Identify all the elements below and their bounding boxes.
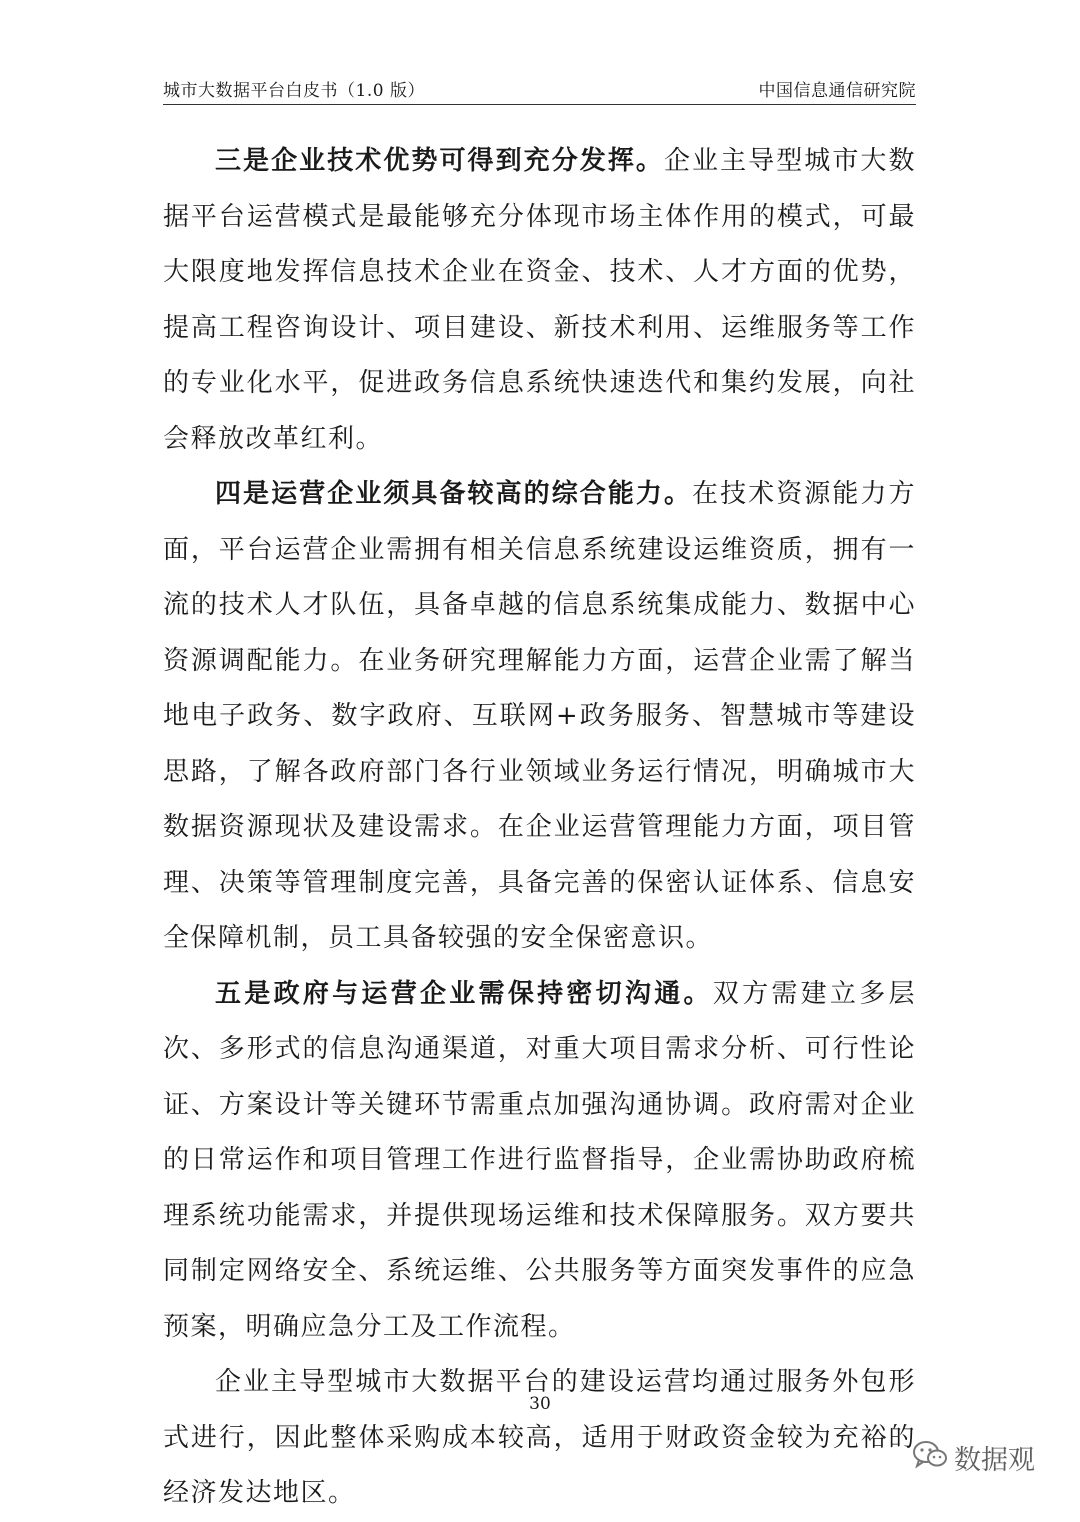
paragraph-lead: 四是运营企业须具备较高的综合能力。 [215, 479, 693, 509]
paragraph-lead: 三是企业技术优势可得到充分发挥。 [215, 146, 664, 176]
paragraph-5 [163, 967, 916, 1356]
paragraph-text: 企业主导型城市大数据平台运营模式是最能够充分体现市场主体作用的模式，可最大限度地发挥信息技术企业在资金、技术、人才方面的优势，提高工程咨询设计、项目建设、新技术利用、运维服务等工作的专业化水平，促进政务信息系统快速迭代和集约发展，向社会释放改革红利。 [163, 146, 916, 454]
wechat-icon [912, 1440, 948, 1474]
paragraph-summary [163, 1355, 916, 1522]
paragraph-lead: 五是政府与运营企业需保持密切沟通。 [215, 978, 713, 1009]
page-header [163, 74, 916, 105]
header-organization: 中国信息通信研究院 [758, 81, 916, 101]
paragraph-4 [163, 467, 916, 967]
page-number: 30 [529, 1394, 551, 1414]
paragraph-3 [163, 134, 916, 467]
watermark [912, 1437, 1035, 1477]
watermark-text: 数据观 [954, 1444, 1035, 1476]
paragraph-text: 在技术资源能力方面，平台运营企业需拥有相关信息系统建设运维资质，拥有一流的技术人才队伍，具备卓越的信息系统集成能力、数据中心资源调配能力。在业务研究理解能力方面，运营企业需了解当地电子政务、数字政府、互联网+政务服务、智慧城市等建设思路，了解各政府部门各行业领域业务运行情况，明确城市大数据资源现状及建设需求。在企业运营管理能力方面，项目管理、决策等管理制度完善，具备完善的保密认证体系、信息安全保障机制，员工具备较强的安全保密意识。 [163, 479, 916, 953]
paragraph-text: 企业主导型城市大数据平台的建设运营均通过服务外包形式进行，因此整体采购成本较高，适用于财政资金较为充裕的经济发达地区。 [163, 1367, 916, 1508]
paragraph-text: 双方需建立多层次、多形式的信息沟通渠道，对重大项目需求分析、可行性论证、方案设计等关键环节需重点加强沟通协调。政府需对企业的日常运作和项目管理工作进行监督指导，企业需协助政府梳理系统功能需求，并提供现场运维和技术保障服务。双方要共同制定网络安全、系统运维、公共服务等方面突发事件的应急预案，明确应急分工及工作流程。 [163, 978, 916, 1342]
header-title: 城市大数据平台白皮书（1.0 版） [163, 81, 425, 101]
body-text [163, 134, 916, 1522]
